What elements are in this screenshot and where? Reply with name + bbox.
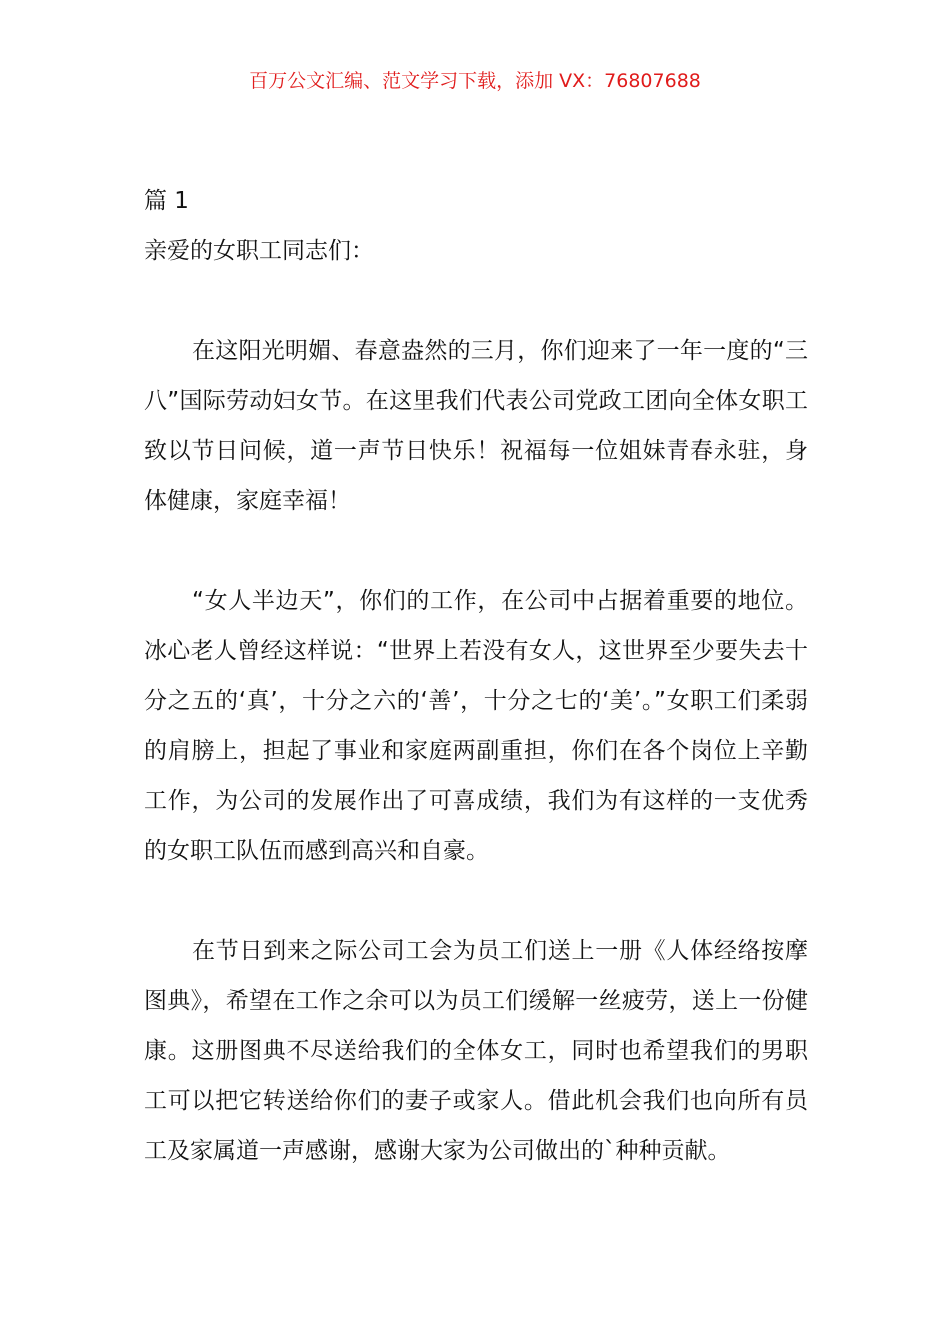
paragraph-greeting: 在这阳光明媚、春意盎然的三月，你们迎来了一年一度的“三八”国际劳动妇女节。在这里我们代表公司党政工团向全体女职工致以节日问候，道一声节日快乐！祝福每一位姐妹青春永驻，身体健康，家庭幸福！ [144,338,808,514]
document-body [144,176,808,1176]
paragraph-women-role: “女人半边天”，你们的工作，在公司中占据着重要的地位。冰心老人曾经这样说：“世界上若没有女人，这世界至少要失去十分之五的‘真’，十分之六的‘善’，十分之七的‘美’。”女职工们柔弱的肩膀上，担起了事业和家庭两副重担，你们在各个岗位上辛勤工作，为公司的发展作出了可喜成绩，我们为有这样的一支优秀的女职工队伍而感到高兴和自豪。 [144,588,808,864]
header-banner: 百万公文汇编、范文学习下载，添加 VX：76807688 [249,70,701,92]
section-label: 篇 1 [144,188,189,214]
salutation: 亲爱的女职工同志们： [144,238,374,264]
paragraph-gift-thanks: 在节日到来之际公司工会为员工们送上一册《人体经络按摩图典》，希望在工作之余可以为员工们缓解一丝疲劳，送上一份健康。这册图典不尽送给我们的全体女工，同时也希望我们的男职工可以把它转送给你们的妻子或家人。借此机会我们也向所有员工及家属道一声感谢，感谢大家为公司做出的`种种贡献。 [144,938,808,1164]
